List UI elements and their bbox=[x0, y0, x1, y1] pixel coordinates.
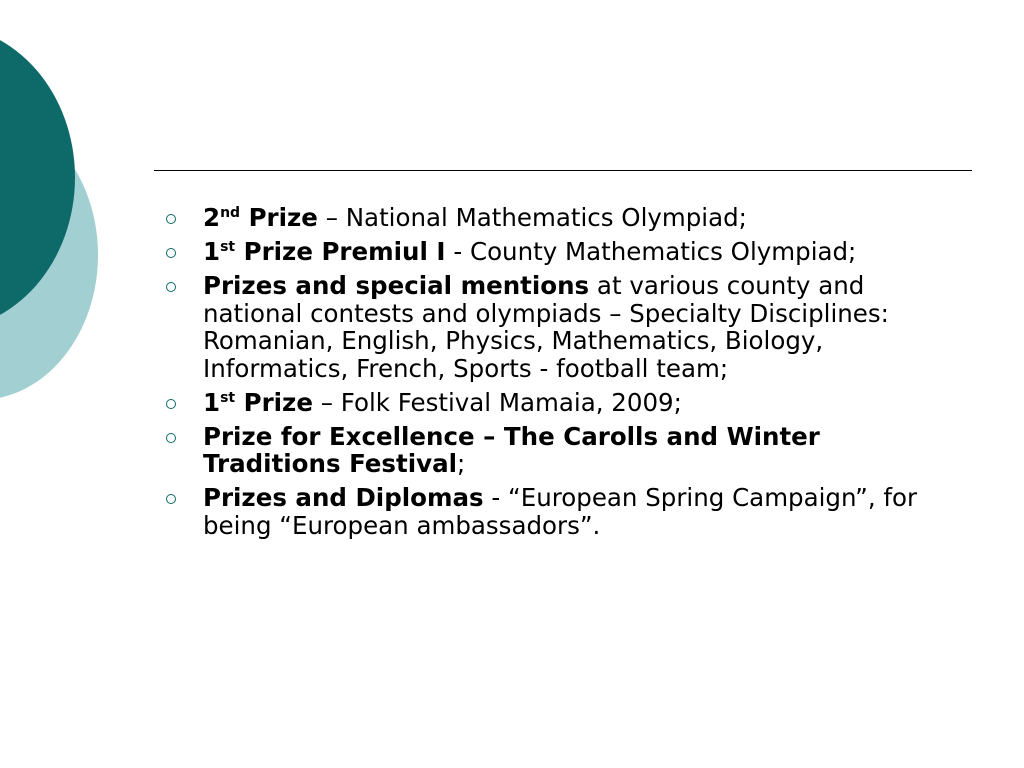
prize-title: Prize bbox=[240, 203, 318, 232]
prize-title: Prize Premiul I bbox=[235, 237, 446, 266]
awards-bullet-list bbox=[162, 204, 947, 546]
hollow-circle-bullet-icon bbox=[166, 433, 176, 443]
prize-description: – Folk Festival Mamaia, 2009; bbox=[312, 387, 682, 417]
hollow-circle-bullet-icon bbox=[166, 248, 176, 258]
prize-description: - County Mathematics Olympiad; bbox=[445, 237, 857, 266]
hollow-circle-bullet-icon bbox=[166, 494, 176, 504]
ordinal-suffix: nd bbox=[220, 205, 241, 221]
list-item bbox=[162, 272, 947, 382]
hollow-circle-bullet-icon bbox=[166, 282, 176, 292]
ordinal-suffix: st bbox=[220, 239, 236, 255]
prize-title: Prize for Excellence – The Carolls and Winter Traditions Festival bbox=[203, 421, 820, 478]
prize-description: - “European Spring Campaign”, for being “European ambassadors”. bbox=[203, 483, 918, 540]
list-item bbox=[162, 238, 947, 266]
prize-number: 1 bbox=[203, 237, 221, 266]
list-item bbox=[162, 423, 947, 478]
list-item bbox=[162, 484, 947, 539]
prize-description: ; bbox=[457, 449, 466, 478]
prize-number: 1 bbox=[203, 387, 221, 417]
hollow-circle-bullet-icon bbox=[166, 399, 176, 409]
title-divider-line bbox=[154, 170, 972, 171]
prize-number: 2 bbox=[203, 203, 221, 232]
prize-title: Prizes and Diplomas bbox=[203, 483, 484, 512]
list-item bbox=[162, 204, 947, 232]
list-item bbox=[162, 389, 947, 417]
prize-title: Prizes and special mentions bbox=[203, 271, 590, 300]
hollow-circle-bullet-icon bbox=[166, 214, 176, 224]
prize-description: – National Mathematics Olympiad; bbox=[317, 203, 747, 232]
prize-description: at various county and national contests and olympiads – Specialty Disciplines: Romanian, English, Physics, Mathematics, Biology, Informatics, French, Sports - football team; bbox=[203, 271, 889, 383]
prize-title: Prize bbox=[235, 387, 313, 417]
ordinal-suffix: st bbox=[220, 389, 236, 406]
